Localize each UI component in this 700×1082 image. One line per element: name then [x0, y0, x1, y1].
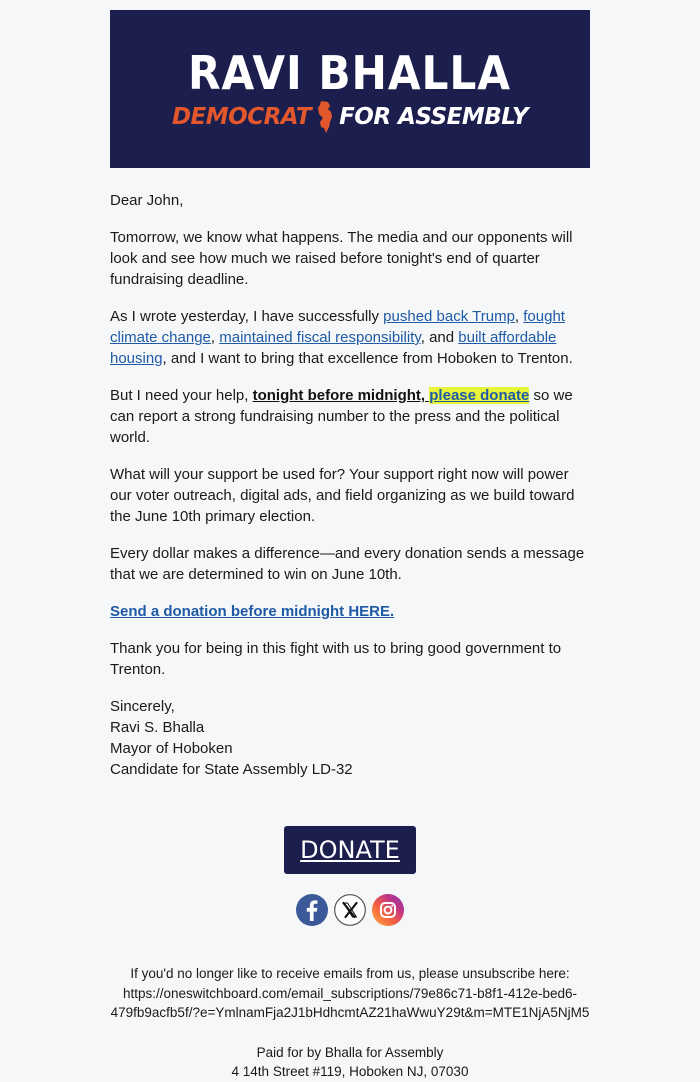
cta-paragraph [110, 601, 590, 622]
deadline-emphasis: tonight before midnight, [252, 387, 426, 404]
tagline-for-assembly: FOR ASSEMBLY [339, 104, 529, 130]
paragraph-4: What will your support be used for? Your support right now will power our voter outreach, digital ads, and field organizing as we build toward the June 10th primary election. [110, 466, 575, 525]
candidate-name: RAVI BHALLA [188, 46, 512, 100]
email-container [110, 10, 590, 1082]
donate-button[interactable]: DONATE [284, 826, 416, 874]
tagline-democrat: DEMOCRAT [171, 104, 312, 130]
signer-candidacy: Candidate for State Assembly LD-32 [110, 761, 353, 778]
email-body [110, 190, 590, 780]
donation-cta-link[interactable]: Send a donation before midnight HERE. [110, 603, 395, 620]
tagline [172, 100, 528, 134]
paid-for-by: Paid for by Bhalla for Assembly [256, 1044, 444, 1060]
please-donate-link[interactable]: please donate [429, 387, 530, 404]
paragraph-5: Every dollar makes a difference—and every donation sends a message that we are determined to win on June 10th. [110, 545, 585, 583]
x-icon[interactable] [334, 894, 366, 926]
link-pushed-back-trump[interactable]: pushed back Trump [383, 308, 515, 325]
footer [110, 964, 590, 1082]
signer-title: Mayor of Hoboken [110, 740, 233, 757]
new-jersey-icon [315, 100, 335, 134]
paragraph-3: But I need your help, tonight before midnight, please donate so we can report a strong fundraising number to the press and the political world. [110, 387, 573, 446]
signature-block [110, 696, 590, 780]
paragraph-2: As I wrote yesterday, I have successfully pushed back Trump, fought climate change, maintained fiscal responsibility, and built affordable housing, and I want to bring that excellence from Hoboken to Trenton. [110, 308, 573, 367]
facebook-icon[interactable] [296, 894, 328, 926]
link-fiscal-responsibility[interactable]: maintained fiscal responsibility [219, 329, 421, 346]
paragraph-6: Thank you for being in this fight with us to bring good government to Trenton. [110, 640, 562, 678]
social-links [110, 894, 590, 926]
unsubscribe-link-cont[interactable]: 479fb9acfb5f/?e=YmlnamFja2J1bHdhcmtAZ21haWwuY29t&m=MTE1NjA5NjM5 [110, 1005, 590, 1020]
instagram-icon[interactable] [372, 894, 404, 926]
greeting: Dear John, [110, 192, 184, 209]
link-fought-climate-change[interactable]: fought climate change [110, 308, 565, 346]
unsubscribe-link[interactable]: https://oneswitchboard.com/email_subscriptions/79e86c71-b8f1-412e-bed6- [122, 985, 578, 1001]
signer-name: Ravi S. Bhalla [110, 719, 205, 736]
mailing-address: 4 14th Street #119, Hoboken NJ, 07030 [231, 1064, 469, 1079]
header-banner [110, 10, 590, 168]
paragraph-1: Tomorrow, we know what happens. The media and our opponents will look and see how much we raised before tonight's end of quarter fundraising deadline. [110, 229, 573, 288]
link-affordable-housing[interactable]: built affordable housing [110, 329, 557, 367]
unsubscribe-text: If you'd no longer like to receive emails from us, please unsubscribe here: [130, 966, 570, 981]
signoff-line: Sincerely, [110, 698, 175, 715]
